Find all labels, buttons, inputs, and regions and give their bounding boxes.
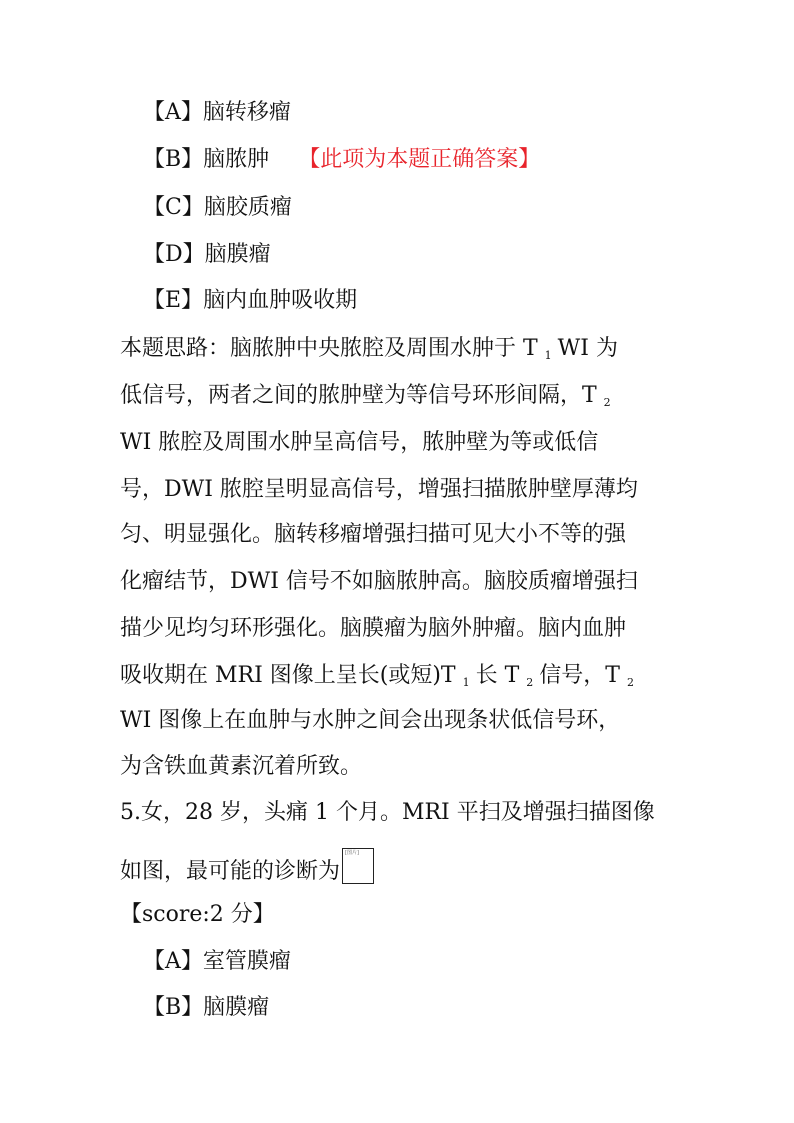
- subscript: 1: [462, 676, 470, 689]
- option-key: 【A】: [143, 100, 203, 125]
- option-a: [143, 947, 291, 977]
- explanation-line: 匀、明显强化。脑转移瘤增强扫描可见大小不等的强: [120, 522, 627, 547]
- text-run: 吸收期在 MRI 图像上呈长(或短)T: [120, 663, 463, 688]
- option-key: 【B】: [143, 995, 204, 1020]
- text-run: WI 为: [557, 336, 618, 361]
- option-a: [143, 98, 291, 128]
- option-key: 【D】: [143, 242, 205, 267]
- explanation-line: WI 图像上在血肿与水肿之间会出现条状低信号环，: [120, 708, 621, 733]
- option-key: 【C】: [143, 195, 204, 220]
- subscript: 2: [626, 676, 634, 689]
- question-stem: 5.女，28 岁，头痛 1 个月。MRI 平扫及增强扫描图像: [120, 800, 655, 825]
- explanation-line: 号，DWI 脓腔呈明显高信号，增强扫描脓肿壁厚薄均: [120, 477, 638, 502]
- explanation-line: [120, 381, 611, 411]
- explanation-line: [120, 661, 634, 691]
- option-e: [143, 286, 357, 316]
- subscript: 1: [544, 349, 552, 362]
- explanation-line: [120, 334, 618, 364]
- question-image: [342, 848, 374, 884]
- explanation-line: 化瘤结节，DWI 信号不如脑脓肿高。脑胶质瘤增强扫: [120, 569, 638, 594]
- score-label: 【score:2 分】: [120, 902, 275, 927]
- subscript: 2: [526, 676, 534, 689]
- subscript: 2: [603, 396, 611, 409]
- text-run: 如图，最可能的诊断为: [120, 859, 341, 884]
- option-b: [143, 145, 540, 175]
- image-placeholder-label: [图片]: [345, 850, 359, 856]
- option-text: 脑内血肿吸收期: [203, 288, 358, 313]
- correct-answer-note: 【此项为本题正确答案】: [298, 147, 541, 172]
- option-text: 脑胶质瘤: [203, 195, 292, 220]
- explanation-line: WI 脓腔及周围水肿呈高信号，脓肿壁为等或低信: [120, 430, 599, 455]
- explanation-line: 为含铁血黄素沉着所致。: [120, 754, 363, 779]
- option-text: 室管膜瘤: [202, 949, 291, 974]
- text-run: 信号，T: [539, 663, 627, 688]
- text-run: 长 T: [475, 663, 527, 688]
- question-stem-continued: [120, 848, 374, 887]
- text-run: 低信号，两者之间的脓肿壁为等信号环形间隔，T: [120, 383, 604, 408]
- option-key: 【A】: [143, 949, 203, 974]
- option-d: [143, 240, 271, 270]
- option-text: 脑膜瘤: [203, 995, 270, 1020]
- option-text: 脑脓肿: [203, 147, 270, 172]
- explanation-line: 描少见均匀环形强化。脑膜瘤为脑外肿瘤。脑内血肿: [120, 616, 627, 641]
- text-run: 本题思路：脑脓肿中央脓腔及周围水肿于 T: [120, 336, 545, 361]
- option-c: [143, 193, 292, 223]
- option-key: 【B】: [143, 147, 204, 172]
- option-text: 脑转移瘤: [202, 100, 291, 125]
- option-key: 【E】: [143, 288, 204, 313]
- option-text: 脑膜瘤: [204, 242, 271, 267]
- option-b: [143, 993, 269, 1023]
